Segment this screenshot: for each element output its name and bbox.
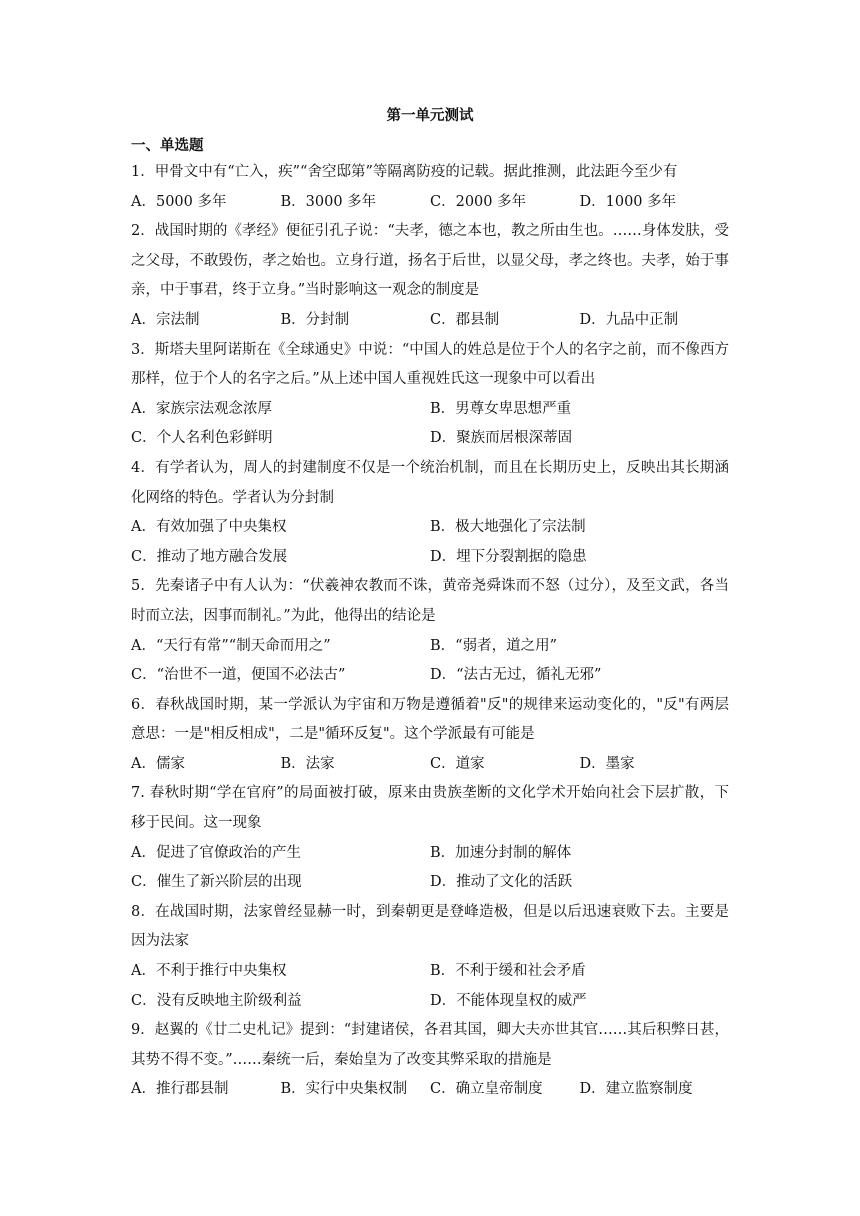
option-d: D．推动了文化的活跃 [430, 874, 573, 891]
option-a: A．儒家 [131, 755, 185, 772]
question-stem: 9．赵翼的《廿二史札记》提到：“封建诸侯，各君其国，卿大夫亦世其官……其后积弊日甚，其势不得不变。”……秦统一后，秦始皇为了改变其弊采取的措施是 [131, 1022, 729, 1068]
option-d: D．建立监察制度 [579, 1081, 693, 1098]
option-a: A．家族宗法观念浓厚 [131, 400, 272, 417]
option-b: B．“弱者，道之用” [430, 637, 557, 654]
option-a: A．推行郡县制 [131, 1081, 229, 1098]
option-a: A．有效加强了中央集权 [131, 519, 287, 536]
option-b: B．法家 [280, 755, 335, 772]
option-row [131, 513, 729, 572]
option-c: C．个人名利色彩鲜明 [131, 430, 273, 447]
question-stem: 6．春秋战国时期，某一学派认为宇宙和万物是遵循着"反"的规律来运动变化的，"反"有两层意思：一是"相反相成"，二是"循环反复"。这个学派最有可能是 [131, 696, 729, 743]
option-c: C．道家 [430, 755, 485, 772]
option-row [131, 188, 729, 218]
option-c: C．2000 多年 [430, 193, 527, 210]
question-stem: 8．在战国时期，法家曾经显赫一时，到秦朝更是登峰造极，但是以后迅速衰败下去。主要是因为法家 [131, 903, 729, 950]
option-row [131, 839, 729, 898]
option-c: C．“治世不一道，便国不必法古” [131, 667, 346, 684]
question-stem: 7. 春秋时期“学在官府”的局面被打破，原来由贵族垄断的文化学术开始向社会下层扩散，下移于民间。这一现象 [131, 785, 729, 832]
option-b: B．3000 多年 [280, 193, 377, 210]
option-d: D．“法古无过，循礼无邪” [430, 667, 602, 684]
option-row [131, 395, 729, 454]
question-stem: 5．先秦诸子中有人认为：“伏羲神农教而不诛，黄帝尧舜诛而不怒（过分），及至文武，各当时而立法，因事而制礼。”为此，他得出的结论是 [131, 578, 729, 624]
option-d: D．聚族而居根深蒂固 [430, 430, 573, 447]
option-a: A．“天行有常”“制天命而用之” [131, 637, 331, 654]
question-list [131, 158, 729, 1105]
option-row [131, 306, 729, 336]
option-b: B．实行中央集权制 [280, 1081, 408, 1098]
option-d: D．九品中正制 [579, 311, 679, 328]
question-stem: 4．有学者认为，周人的封建制度不仅是一个统治机制，而且在长期历史上，反映出其长期涵化网络的特色。学者认为分封制 [131, 459, 729, 506]
option-a: A．5000 多年 [131, 193, 227, 210]
option-a: A．不利于推行中央集权 [131, 963, 287, 980]
option-d: D．墨家 [579, 755, 635, 772]
option-a: A．促进了官僚政治的产生 [131, 844, 301, 861]
section-heading: 一、单选题 [131, 138, 204, 154]
option-row [131, 1075, 729, 1105]
option-b: B．不利于缓和社会矛盾 [430, 963, 586, 980]
question-stem: 3．斯塔夫里阿诺斯在《全球通史》中说：“中国人的姓总是位于个人的名字之前，而不像西方那样，位于个人的名字之后。”从上述中国人重视姓氏这一现象中可以看出 [131, 341, 729, 388]
option-c: C．催生了新兴阶层的出现 [131, 874, 302, 891]
option-b: B．极大地强化了宗法制 [430, 519, 586, 536]
option-d: D．1000 多年 [579, 193, 677, 210]
option-d: D．埋下分裂割据的隐患 [430, 548, 587, 565]
question-stem: 1．甲骨文中有“亡入，疾”“舍空邸第”等隔离防疫的记载。据此推测，此法距今至少有 [131, 164, 678, 180]
option-row [131, 957, 729, 1016]
option-c: C．郡县制 [430, 311, 500, 328]
option-b: B．加速分封制的解体 [430, 844, 572, 861]
option-c: C．没有反映地主阶级利益 [131, 992, 302, 1009]
option-b: B．男尊女卑思想严重 [430, 400, 572, 417]
option-row [131, 632, 729, 691]
option-a: A．宗法制 [131, 311, 200, 328]
option-d: D．不能体现皇权的威严 [430, 992, 587, 1009]
option-c: C．确立皇帝制度 [430, 1081, 543, 1098]
document-title: 第一单元测试 [386, 108, 474, 124]
option-row [131, 750, 729, 780]
option-b: B．分封制 [280, 311, 350, 328]
option-c: C．推动了地方融合发展 [131, 548, 288, 565]
question-stem: 2．战国时期的《孝经》便征引孔子说：“夫孝，德之本也，教之所由生也。……身体发肤，受之父母，不敢毁伤，孝之始也。立身行道，扬名于后世，以显父母，孝之终也。夫孝，始于事亲，中于事君，终于立身。”当时影响这一观念的制度是 [131, 223, 729, 299]
